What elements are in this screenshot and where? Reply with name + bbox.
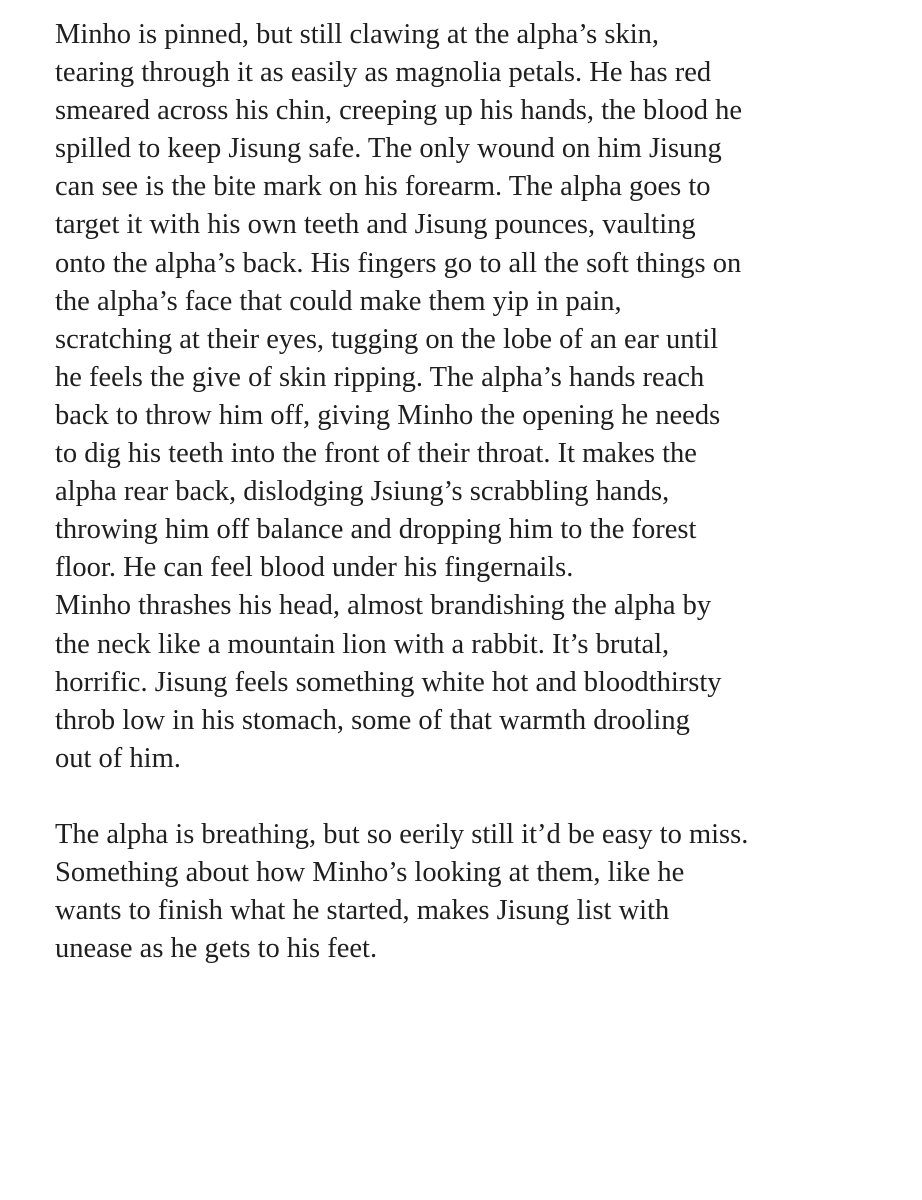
paragraph-1 xyxy=(55,16,905,587)
text-line: Minho is pinned, but still clawing at the alpha’s skin, xyxy=(55,19,659,50)
text-line: wants to finish what he started, makes Jisung list with xyxy=(55,895,670,927)
text-line: The alpha is breathing, but so eerily still it’d be easy to miss. xyxy=(55,818,749,850)
text-line: unease as he gets to his feet. xyxy=(55,933,378,965)
text-line: Minho thrashes his head, almost brandishing the alpha by xyxy=(55,590,712,622)
text-line: floor. He can feel blood under his fingernails. xyxy=(55,552,574,584)
text-line: out of him. xyxy=(55,742,181,774)
text-line: the alpha’s face that could make them yip in pain, xyxy=(55,285,622,317)
text-line: onto the alpha’s back. His fingers go to all the soft things on xyxy=(55,247,742,279)
text-line: alpha rear back, dislodging Jsiung’s scrabbling hands, xyxy=(55,476,670,508)
paragraph-3 xyxy=(55,816,905,968)
paragraph-gap xyxy=(55,778,905,816)
text-line: scratching at their eyes, tugging on the lobe of an ear until xyxy=(55,323,719,355)
text-line: the neck like a mountain lion with a rabbit. It’s brutal, xyxy=(55,628,670,660)
text-line: back to throw him off, giving Minho the opening he needs xyxy=(55,399,721,431)
text-line: tearing through it as easily as magnolia petals. He has red xyxy=(55,57,712,89)
text-line: spilled to keep Jisung safe. The only wound on him Jisung xyxy=(55,133,722,165)
paragraph-2 xyxy=(55,587,905,777)
text-line: throb low in his stomach, some of that warmth drooling xyxy=(55,704,690,736)
text-line: smeared across his chin, creeping up his hands, the blood he xyxy=(55,95,742,127)
text-line: throwing him off balance and dropping him to the forest xyxy=(55,514,697,546)
text-line: to dig his teeth into the front of their throat. It makes the xyxy=(55,438,697,470)
text-line: Something about how Minho’s looking at them, like he xyxy=(55,857,685,889)
text-document xyxy=(55,16,905,968)
text-line: he feels the give of skin ripping. The alpha’s hands reach xyxy=(55,361,705,393)
text-line: horrific. Jisung feels something white hot and bloodthirsty xyxy=(55,666,722,698)
text-line: can see is the bite mark on his forearm. The alpha goes to xyxy=(55,171,711,203)
text-line: target it with his own teeth and Jisung pounces, vaulting xyxy=(55,209,696,241)
